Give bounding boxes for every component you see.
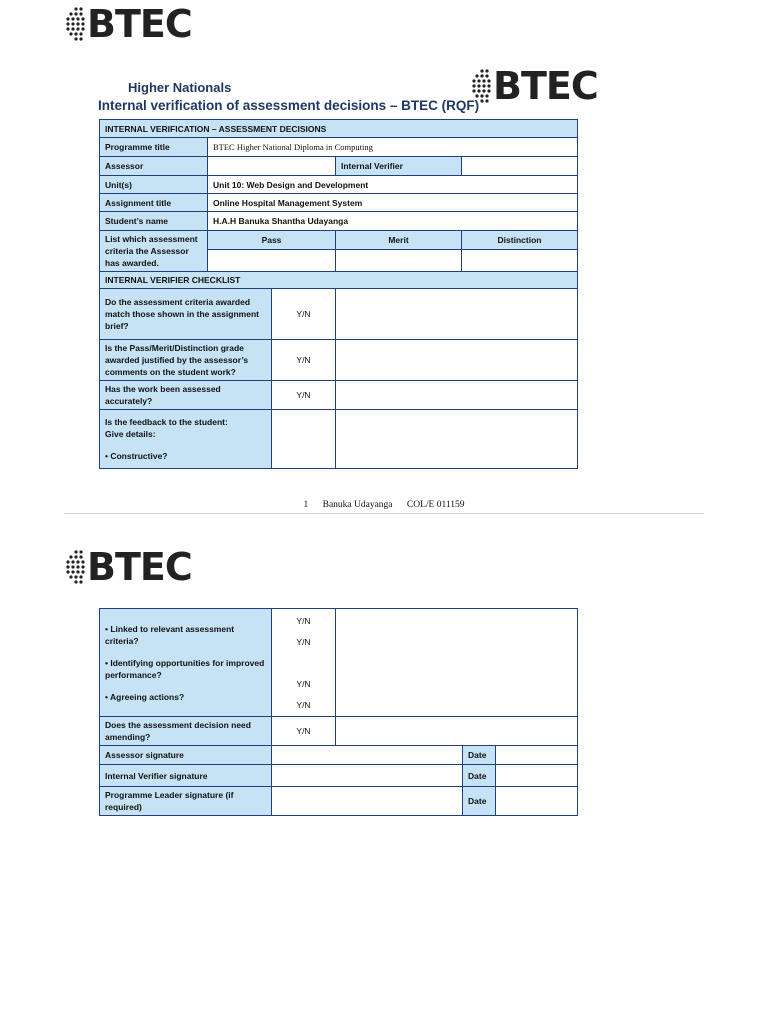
yn-linked-criteria-2[interactable]: Y/N (296, 636, 311, 647)
assessment-decisions-table (99, 119, 578, 469)
assessor-signature-field[interactable] (272, 746, 463, 765)
internal-verifier-label: Internal Verifier (336, 157, 462, 176)
logo-wordmark: BTEC (87, 2, 192, 46)
assessor-field[interactable] (208, 157, 336, 176)
comment-assessed-accurately[interactable] (336, 381, 578, 410)
pl-date-label: Date (463, 787, 496, 816)
internal-verifier-field[interactable] (462, 157, 578, 176)
section-assessment-decisions: INTERNAL VERIFICATION – ASSESSMENT DECISIONS (100, 120, 578, 138)
feedback-question-line: Is the feedback to the student: (105, 417, 228, 427)
comment-decision-amend[interactable] (336, 717, 578, 746)
yn-agreeing-actions[interactable]: Y/N (296, 699, 311, 710)
assessor-date-field[interactable] (496, 746, 578, 765)
assignment-title-label: Assignment title (100, 194, 208, 212)
yn-linked-criteria[interactable]: Y/N (296, 615, 311, 626)
units-field[interactable]: Unit 10: Web Design and Development (208, 176, 578, 194)
form-title: Internal verification of assessment decisions – BTEC (RQF) (98, 98, 480, 113)
bullet-linked-criteria: • Linked to relevant assessment criteria? (105, 623, 235, 646)
bullet-improved-performance: • Identifying opportunities for improved performance? (105, 657, 265, 680)
logo-wordmark: BTEC (493, 64, 598, 108)
comment-criteria-match[interactable] (336, 289, 578, 340)
comment-feedback[interactable] (336, 410, 578, 469)
page-number: 1 (303, 500, 309, 510)
checklist-question-grade-justified: Is the Pass/Merit/Distinction grade awarded justified by the assessor’s comments on the student work? (100, 340, 272, 381)
checklist-question-feedback (100, 410, 272, 469)
footer-code: COL/E 011159 (406, 500, 465, 510)
pl-signature-field[interactable] (272, 787, 463, 816)
question-decision-amend: Does the assessment decision need amending? (100, 717, 272, 746)
programme-title-label: Programme title (100, 138, 208, 157)
checklist-question-assessed-accurately: Has the work been assessed accurately? (100, 381, 272, 410)
section-checklist: INTERNAL VERIFIER CHECKLIST (100, 272, 578, 289)
comment-feedback-details[interactable] (336, 609, 578, 717)
units-label: Unit(s) (100, 176, 208, 194)
logo-dots-icon (66, 549, 86, 585)
distinction-header: Distinction (462, 231, 578, 250)
yn-decision-amend[interactable]: Y/N (272, 717, 336, 746)
page-footer (0, 500, 768, 510)
student-name-field[interactable]: H.A.H Banuka Shantha Udayanga (208, 212, 578, 231)
distinction-criteria-field[interactable] (462, 250, 578, 272)
student-name-label: Student’s name (100, 212, 208, 231)
iv-date-field[interactable] (496, 765, 578, 787)
assignment-title-field[interactable]: Online Hospital Management System (208, 194, 578, 212)
btec-logo-page2 (66, 545, 192, 589)
pl-signature-label: Programme Leader signature (if required) (100, 787, 272, 816)
footer-author: Banuka Udayanga (322, 500, 393, 510)
page-divider (64, 513, 704, 514)
logo-wordmark: BTEC (87, 545, 192, 589)
assessor-date-label: Date (463, 746, 496, 765)
programme-title-field[interactable]: BTEC Higher National Diploma in Computing (208, 138, 578, 157)
yn-grade-justified[interactable]: Y/N (272, 340, 336, 381)
logo-dots-icon (66, 6, 86, 42)
btec-logo-small (472, 64, 598, 108)
heading-higher-nationals: Higher Nationals (128, 80, 232, 95)
yn-column[interactable] (272, 609, 336, 717)
feedback-signature-table (99, 608, 578, 816)
feedback-criteria-list (100, 609, 272, 717)
iv-signature-field[interactable] (272, 765, 463, 787)
iv-signature-label: Internal Verifier signature (100, 765, 272, 787)
feedback-constructive-line: • Constructive? (105, 451, 168, 461)
checklist-question-criteria-match: Do the assessment criteria awarded match those shown in the assignment brief? (100, 289, 272, 340)
merit-criteria-field[interactable] (336, 250, 462, 272)
yn-criteria-match[interactable]: Y/N (272, 289, 336, 340)
btec-logo (66, 2, 192, 46)
yn-feedback[interactable] (272, 410, 336, 469)
bullet-agreeing-actions: • Agreeing actions? (105, 691, 185, 702)
assessor-signature-label: Assessor signature (100, 746, 272, 765)
comment-grade-justified[interactable] (336, 340, 578, 381)
feedback-details-line: Give details: (105, 429, 156, 439)
merit-header: Merit (336, 231, 462, 250)
assessor-label: Assessor (100, 157, 208, 176)
pl-date-field[interactable] (496, 787, 578, 816)
pass-criteria-field[interactable] (208, 250, 336, 272)
yn-assessed-accurately[interactable]: Y/N (272, 381, 336, 410)
yn-improved-performance[interactable]: Y/N (296, 678, 311, 689)
iv-date-label: Date (463, 765, 496, 787)
pass-header: Pass (208, 231, 336, 250)
criteria-awarded-label: List which assessment criteria the Assessor has awarded. (100, 231, 208, 272)
